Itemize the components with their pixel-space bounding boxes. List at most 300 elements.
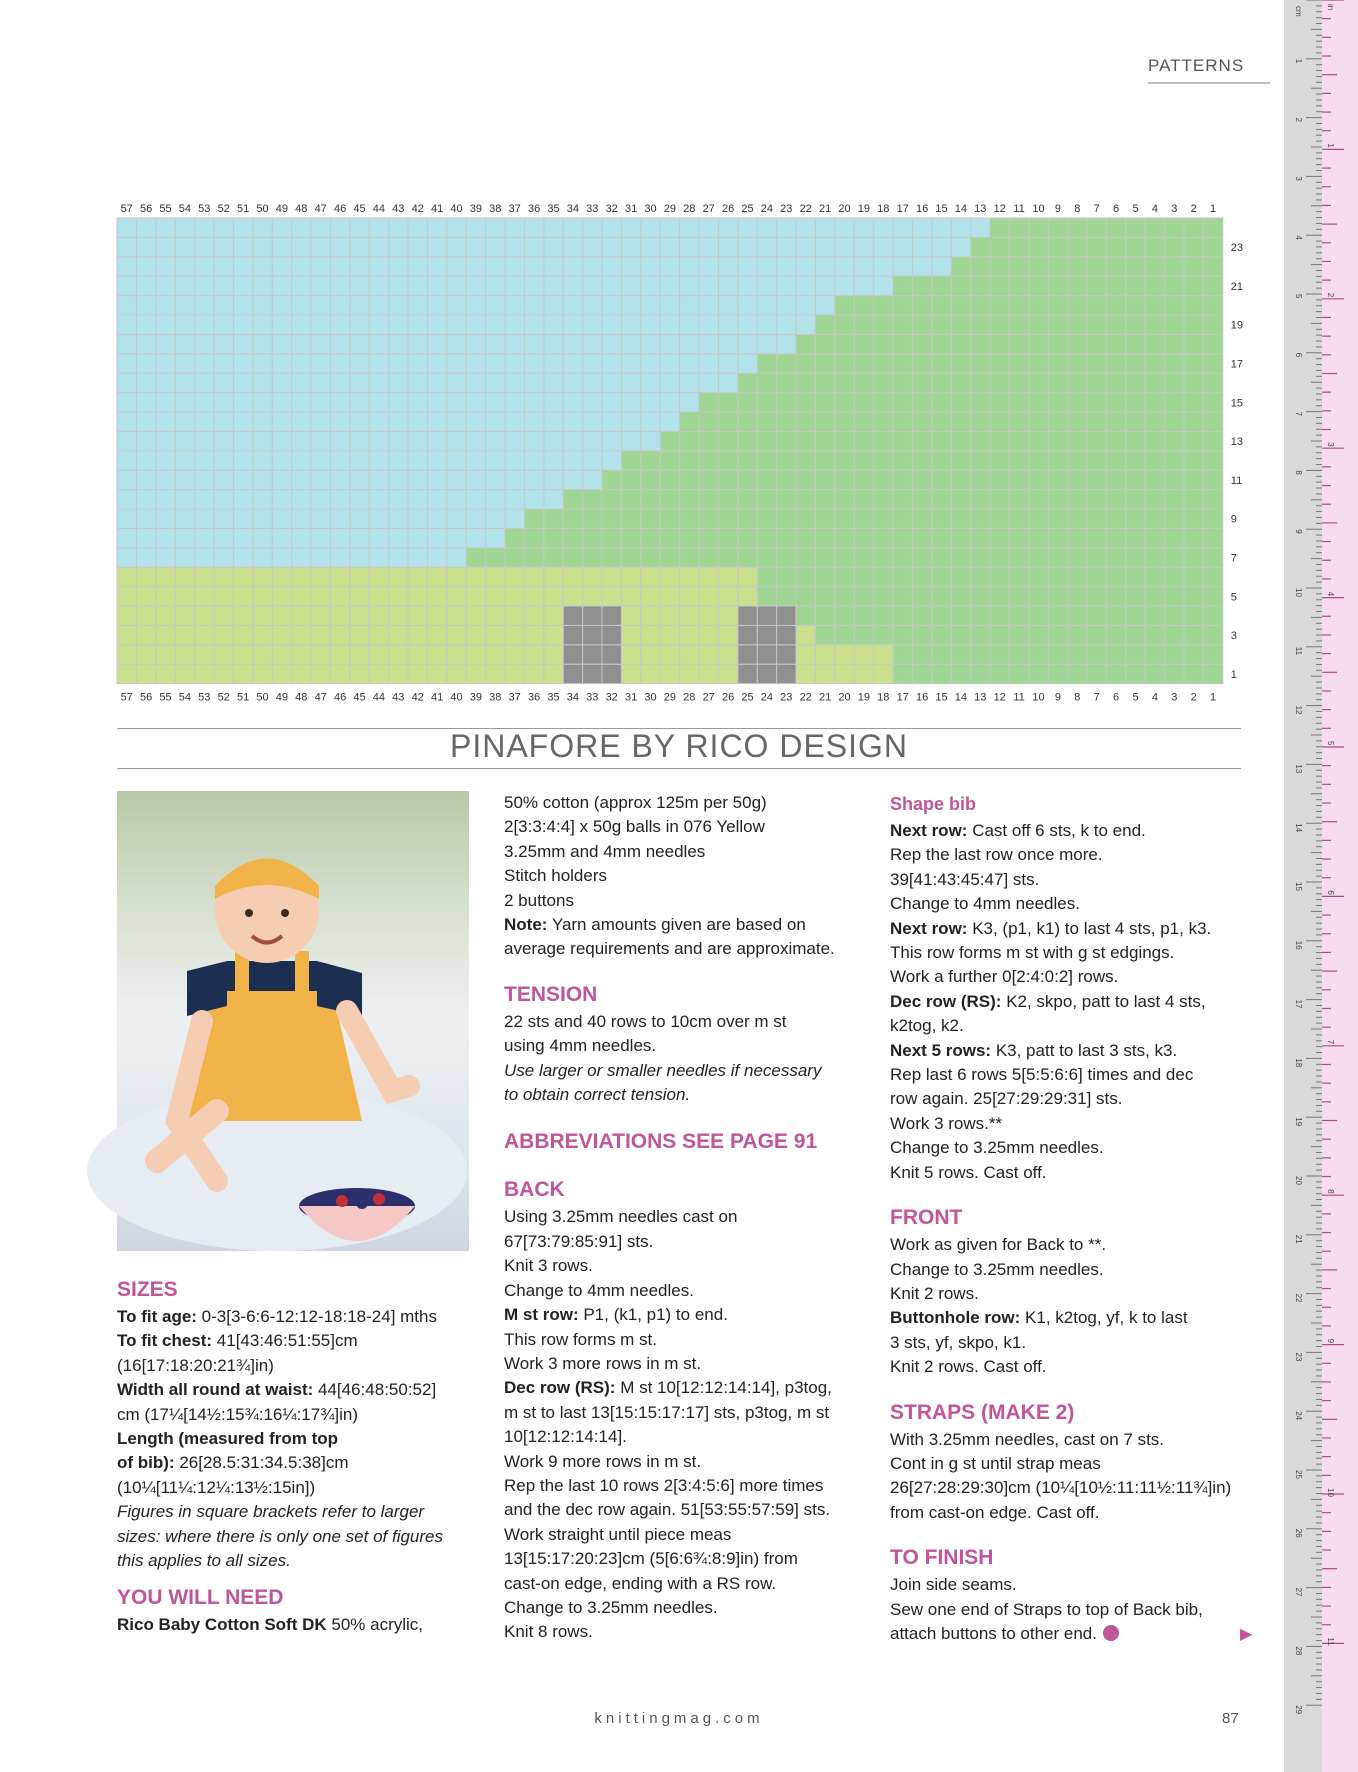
- chart-cell: [1048, 315, 1067, 334]
- chart-cell: [796, 548, 815, 567]
- chart-cell: [602, 237, 621, 256]
- chart-cell: [796, 276, 815, 295]
- chart-row-label: 11: [1230, 474, 1243, 487]
- chart-cell: [680, 257, 699, 276]
- chart-cell: [330, 470, 349, 489]
- chart-cell: [524, 315, 543, 334]
- chart-cell: [272, 431, 291, 450]
- finish-line-text: Sew one end of Straps to top of Back bib,: [890, 1599, 1203, 1619]
- chart-cell: [156, 257, 175, 276]
- chart-cell: [544, 276, 563, 295]
- back-line: [504, 1596, 874, 1620]
- chart-row-label: 23: [1230, 242, 1244, 255]
- back-line-text: cast-on edge, ending with a RS row.: [504, 1573, 777, 1593]
- sizes-note-line: Figures in square brackets refer to larger: [117, 1502, 425, 1522]
- chart-cell: [195, 276, 214, 295]
- chart-cell: [1029, 431, 1048, 450]
- chart-cell: [583, 587, 602, 606]
- chart-cell: [912, 296, 931, 315]
- chart-cell: [369, 276, 388, 295]
- chart-cell: [777, 393, 796, 412]
- chart-cell: [893, 412, 912, 431]
- chart-cell: [214, 548, 233, 567]
- chart-col-label-top: 22: [799, 203, 812, 215]
- chart-cell: [835, 354, 854, 373]
- chart-cell: [1184, 237, 1203, 256]
- chart-cell: [796, 528, 815, 547]
- chart-cell: [990, 587, 1009, 606]
- chart-cell: [680, 334, 699, 353]
- chart-cell: [1087, 218, 1106, 237]
- chart-cell: [117, 334, 136, 353]
- chart-cell: [971, 393, 990, 412]
- chart-cell: [641, 567, 660, 586]
- chart-cell: [311, 587, 330, 606]
- chart-cell: [466, 470, 485, 489]
- bib-line: [890, 1161, 1270, 1185]
- chart-cell: [505, 334, 524, 353]
- chart-cell: [330, 645, 349, 664]
- chart-cell: [350, 548, 369, 567]
- bib-line-label: Next 5 rows:: [890, 1040, 992, 1060]
- chart-cell: [951, 645, 970, 664]
- tension-line: using 4mm needles.: [504, 1036, 657, 1056]
- chart-cell: [272, 393, 291, 412]
- need-line: 50% cotton (approx 125m per 50g): [504, 793, 767, 812]
- chart-cell: [932, 606, 951, 625]
- chart-cell: [777, 431, 796, 450]
- chart-cell: [369, 606, 388, 625]
- chart-cell: [854, 431, 873, 450]
- chart-cell: [912, 587, 931, 606]
- front-line-label: Buttonhole row:: [890, 1308, 1021, 1328]
- chart-cell: [699, 334, 718, 353]
- chart-cell: [195, 296, 214, 315]
- chart-cell: [350, 509, 369, 528]
- chart-cell: [621, 276, 640, 295]
- chart-cell: [389, 393, 408, 412]
- chart-cell: [1087, 334, 1106, 353]
- chart-cell: [466, 567, 485, 586]
- chart-cell: [408, 490, 427, 509]
- chart-cell: [815, 257, 834, 276]
- chart-cell: [389, 451, 408, 470]
- chart-cell: [874, 354, 893, 373]
- chart-cell: [583, 218, 602, 237]
- chart-cell: [253, 509, 272, 528]
- front-line: [890, 1258, 1270, 1282]
- chart-cell: [408, 237, 427, 256]
- chart-cell: [796, 567, 815, 586]
- chart-col-label-top: 48: [295, 203, 308, 215]
- chart-cell: [253, 393, 272, 412]
- chart-cell: [1029, 393, 1048, 412]
- chart-cell: [408, 218, 427, 237]
- chart-col-label-top: 24: [760, 203, 774, 215]
- chart-cell: [1203, 645, 1222, 664]
- back-line: [504, 1303, 874, 1327]
- chart-cell: [1203, 393, 1222, 412]
- chart-cell: [563, 664, 582, 683]
- chart-cell: [1029, 296, 1048, 315]
- chart-col-label-top: 20: [838, 203, 851, 215]
- chart-cell: [835, 509, 854, 528]
- chart-cell: [912, 315, 931, 334]
- chart-cell: [1165, 567, 1184, 586]
- chart-cell: [175, 237, 194, 256]
- chart-cell: [466, 276, 485, 295]
- straps-lines: [890, 1428, 1270, 1526]
- chart-cell: [602, 218, 621, 237]
- chart-cell: [505, 606, 524, 625]
- chart-cell: [350, 393, 369, 412]
- chart-cell: [1087, 315, 1106, 334]
- back-line-text: Knit 3 rows.: [504, 1256, 593, 1276]
- back-line: [504, 1523, 874, 1547]
- chart-cell: [1126, 470, 1145, 489]
- back-line-text: Change to 3.25mm needles.: [504, 1597, 718, 1617]
- chart-cell: [292, 567, 311, 586]
- chart-cell: [563, 548, 582, 567]
- chart-cell: [1087, 606, 1106, 625]
- chart-cell: [1184, 257, 1203, 276]
- chart-cell: [195, 664, 214, 683]
- sizes-line: [117, 1378, 477, 1402]
- chart-cell: [272, 334, 291, 353]
- chart-cell: [854, 567, 873, 586]
- chart-col-label-bottom: 56: [139, 691, 153, 704]
- back-line-label: M st row:: [504, 1305, 579, 1325]
- chart-cell: [815, 218, 834, 237]
- chart-cell: [505, 567, 524, 586]
- chart-col-label-bottom: 6: [1113, 691, 1120, 704]
- chart-row-label: 15: [1230, 397, 1244, 410]
- chart-cell: [835, 315, 854, 334]
- chart-cell: [1087, 393, 1106, 412]
- chart-cell: [350, 470, 369, 489]
- chart-cell: [563, 276, 582, 295]
- chart-cell: [757, 354, 776, 373]
- chart-cell: [1068, 218, 1087, 237]
- chart-cell: [505, 625, 524, 644]
- chart-cell: [1106, 393, 1125, 412]
- chart-cell: [350, 237, 369, 256]
- chart-cell: [854, 528, 873, 547]
- chart-cell: [1009, 625, 1028, 644]
- chart-cell: [563, 373, 582, 392]
- chart-cell: [602, 431, 621, 450]
- sizes-line: [117, 1305, 477, 1329]
- chart-cell: [117, 315, 136, 334]
- chart-cell: [486, 664, 505, 683]
- back-line-text: Work 3 more rows in m st.: [504, 1353, 702, 1373]
- ruler-in-label: 2: [1326, 292, 1335, 298]
- chart-cell: [1106, 412, 1125, 431]
- chart-col-label-top: 5: [1132, 203, 1139, 215]
- chart-cell: [1068, 490, 1087, 509]
- chart-cell: [893, 315, 912, 334]
- bib-line: [890, 1063, 1270, 1087]
- chart-col-label-bottom: 20: [838, 691, 851, 704]
- chart-cell: [486, 315, 505, 334]
- chart-cell: [1145, 625, 1164, 644]
- chart-cell: [738, 664, 757, 683]
- chart-cell: [893, 431, 912, 450]
- chart-cell: [990, 431, 1009, 450]
- chart-cell: [350, 645, 369, 664]
- chart-cell: [214, 218, 233, 237]
- chart-cell: [292, 276, 311, 295]
- chart-cell: [796, 606, 815, 625]
- chart-cell: [621, 257, 640, 276]
- chart-cell: [951, 296, 970, 315]
- chart-cell: [369, 587, 388, 606]
- chart-col-label-bottom: 17: [896, 691, 909, 704]
- chart-row-label: 1: [1230, 668, 1237, 681]
- chart-cell: [990, 470, 1009, 489]
- chart-cell: [990, 218, 1009, 237]
- chart-cell: [1184, 664, 1203, 683]
- chart-cell: [311, 606, 330, 625]
- chart-cell: [602, 625, 621, 644]
- chart-cell: [1145, 528, 1164, 547]
- chart-col-label-bottom: 16: [915, 691, 929, 704]
- chart-col-label-top: 51: [236, 203, 250, 215]
- ruler-in-label: 3: [1326, 442, 1335, 447]
- chart-cell: [486, 334, 505, 353]
- chart-cell: [951, 606, 970, 625]
- chart-cell: [1203, 296, 1222, 315]
- chart-cell: [524, 393, 543, 412]
- chart-col-label-bottom: 39: [469, 691, 483, 704]
- need-note-text: Yarn amounts given are based on: [547, 915, 806, 935]
- chart-cell: [330, 548, 349, 567]
- ruler-cm-label: 9: [1294, 529, 1303, 534]
- chart-cell: [369, 431, 388, 450]
- chart-cell: [874, 373, 893, 392]
- chart-cell: [641, 315, 660, 334]
- chart-cell: [815, 373, 834, 392]
- chart-cell: [912, 470, 931, 489]
- chart-cell: [641, 528, 660, 547]
- chart-cell: [699, 509, 718, 528]
- chart-cell: [408, 528, 427, 547]
- sizes-line-label: To fit age:: [117, 1307, 197, 1326]
- chart-cell: [505, 548, 524, 567]
- chart-col-label-bottom: 34: [566, 691, 580, 704]
- chart-cell: [796, 237, 815, 256]
- chart-cell: [136, 296, 155, 315]
- chart-cell: [680, 587, 699, 606]
- sizes-line-label: Width all round at waist:: [117, 1380, 314, 1400]
- chart-cell: [272, 490, 291, 509]
- chart-cell: [486, 431, 505, 450]
- chart-col-label-bottom: 33: [586, 691, 599, 704]
- chart-cell: [486, 567, 505, 586]
- chart-cell: [583, 354, 602, 373]
- chart-cell: [835, 257, 854, 276]
- chart-col-label-top: 45: [353, 203, 366, 215]
- chart-cell: [1126, 412, 1145, 431]
- chart-cell: [641, 625, 660, 644]
- chart-cell: [447, 393, 466, 412]
- chart-cell: [389, 606, 408, 625]
- chart-cell: [466, 218, 485, 237]
- chart-cell: [156, 354, 175, 373]
- chart-col-label-top: 55: [159, 203, 172, 215]
- chart-cell: [505, 237, 524, 256]
- chart-cell: [815, 509, 834, 528]
- chart-cell: [602, 257, 621, 276]
- chart-cell: [777, 587, 796, 606]
- chart-cell: [1009, 606, 1028, 625]
- chart-cell: [874, 276, 893, 295]
- chart-cell: [136, 528, 155, 547]
- chart-cell: [389, 412, 408, 431]
- chart-cell: [292, 373, 311, 392]
- chart-col-label-bottom: 18: [877, 691, 890, 704]
- chart-cell: [214, 393, 233, 412]
- front-line: [890, 1282, 1270, 1306]
- chart-cell: [583, 393, 602, 412]
- chart-cell: [117, 509, 136, 528]
- chart-cell: [1048, 431, 1067, 450]
- chart-col-label-bottom: 13: [974, 691, 987, 704]
- chart-cell: [563, 451, 582, 470]
- chart-cell: [253, 451, 272, 470]
- chart-cell: [369, 412, 388, 431]
- chart-cell: [718, 645, 737, 664]
- chart-cell: [796, 393, 815, 412]
- chart-cell: [369, 296, 388, 315]
- chart-cell: [680, 218, 699, 237]
- chart-cell: [311, 296, 330, 315]
- chart-cell: [1029, 587, 1048, 606]
- chart-cell: [1184, 645, 1203, 664]
- chart-cell: [815, 237, 834, 256]
- chart-cell: [1203, 315, 1222, 334]
- chart-cell: [466, 412, 485, 431]
- chart-cell: [738, 587, 757, 606]
- chart-cell: [1145, 490, 1164, 509]
- chart-cell: [1165, 625, 1184, 644]
- chart-cell: [505, 315, 524, 334]
- back-line-text: Work straight until piece meas: [504, 1524, 732, 1544]
- chart-cell: [272, 354, 291, 373]
- chart-cell: [544, 237, 563, 256]
- chart-cell: [680, 315, 699, 334]
- chart-cell: [738, 431, 757, 450]
- chart-cell: [951, 548, 970, 567]
- chart-col-label-top: 27: [702, 203, 715, 215]
- chart-cell: [1087, 528, 1106, 547]
- back-line-text: Change to 4mm needles.: [504, 1280, 694, 1300]
- chart-cell: [1087, 373, 1106, 392]
- chart-cell: [641, 393, 660, 412]
- chart-col-label-top: 34: [566, 203, 580, 215]
- chart-cell: [447, 296, 466, 315]
- chart-cell: [680, 296, 699, 315]
- back-line: [504, 1230, 874, 1254]
- chart-cell: [699, 645, 718, 664]
- chart-cell: [738, 315, 757, 334]
- chart-cell: [1184, 625, 1203, 644]
- chart-cell: [757, 606, 776, 625]
- chart-cell: [660, 354, 679, 373]
- chart-cell: [738, 490, 757, 509]
- chart-cell: [1106, 237, 1125, 256]
- chart-cell: [486, 412, 505, 431]
- chart-col-label-top: 6: [1113, 203, 1120, 215]
- chart-cell: [175, 431, 194, 450]
- chart-cell: [680, 451, 699, 470]
- chart-cell: [311, 412, 330, 431]
- chart-cell: [777, 664, 796, 683]
- chart-cell: [292, 528, 311, 547]
- chart-cell: [699, 315, 718, 334]
- finish-line-text: Join side seams.: [890, 1575, 1017, 1595]
- chart-cell: [156, 548, 175, 567]
- chart-cell: [1126, 276, 1145, 295]
- chart-cell: [563, 237, 582, 256]
- chart-cell: [1145, 587, 1164, 606]
- chart-cell: [757, 470, 776, 489]
- chart-cell: [951, 315, 970, 334]
- chart-cell: [1048, 296, 1067, 315]
- chart-cell: [1106, 528, 1125, 547]
- chart-cell: [990, 528, 1009, 547]
- front-heading: FRONT: [890, 1206, 963, 1230]
- chart-cell: [447, 528, 466, 547]
- chart-cell: [874, 296, 893, 315]
- ruler-in-label: 11: [1326, 1637, 1335, 1646]
- chart-cell: [718, 509, 737, 528]
- chart-cell: [893, 218, 912, 237]
- chart-cell: [699, 548, 718, 567]
- chart-cell: [621, 528, 640, 547]
- chart-cell: [796, 509, 815, 528]
- sizes-heading: SIZES: [117, 1278, 178, 1301]
- chart-cell: [718, 431, 737, 450]
- chart-col-label-top: 7: [1093, 203, 1100, 215]
- chart-cell: [447, 567, 466, 586]
- chart-cell: [932, 625, 951, 644]
- chart-cell: [699, 606, 718, 625]
- chart-cell: [1165, 431, 1184, 450]
- chart-cell: [777, 548, 796, 567]
- chart-cell: [1048, 373, 1067, 392]
- chart-cell: [1126, 528, 1145, 547]
- chart-cell: [544, 567, 563, 586]
- chart-cell: [815, 528, 834, 547]
- chart-cell: [1184, 470, 1203, 489]
- chart-cell: [408, 412, 427, 431]
- chart-cell: [175, 412, 194, 431]
- chart-cell: [718, 606, 737, 625]
- chart-cell: [738, 296, 757, 315]
- chart-cell: [583, 334, 602, 353]
- chart-cell: [932, 393, 951, 412]
- chart-cell: [1165, 528, 1184, 547]
- chart-cell: [718, 334, 737, 353]
- chart-cell: [757, 296, 776, 315]
- ruler-cm-label: 20: [1294, 1176, 1303, 1185]
- chart-cell: [117, 451, 136, 470]
- chart-col-label-top: 14: [954, 203, 968, 215]
- chart-cell: [951, 431, 970, 450]
- chart-cell: [854, 218, 873, 237]
- need-heading: YOU WILL NEED: [117, 1586, 284, 1610]
